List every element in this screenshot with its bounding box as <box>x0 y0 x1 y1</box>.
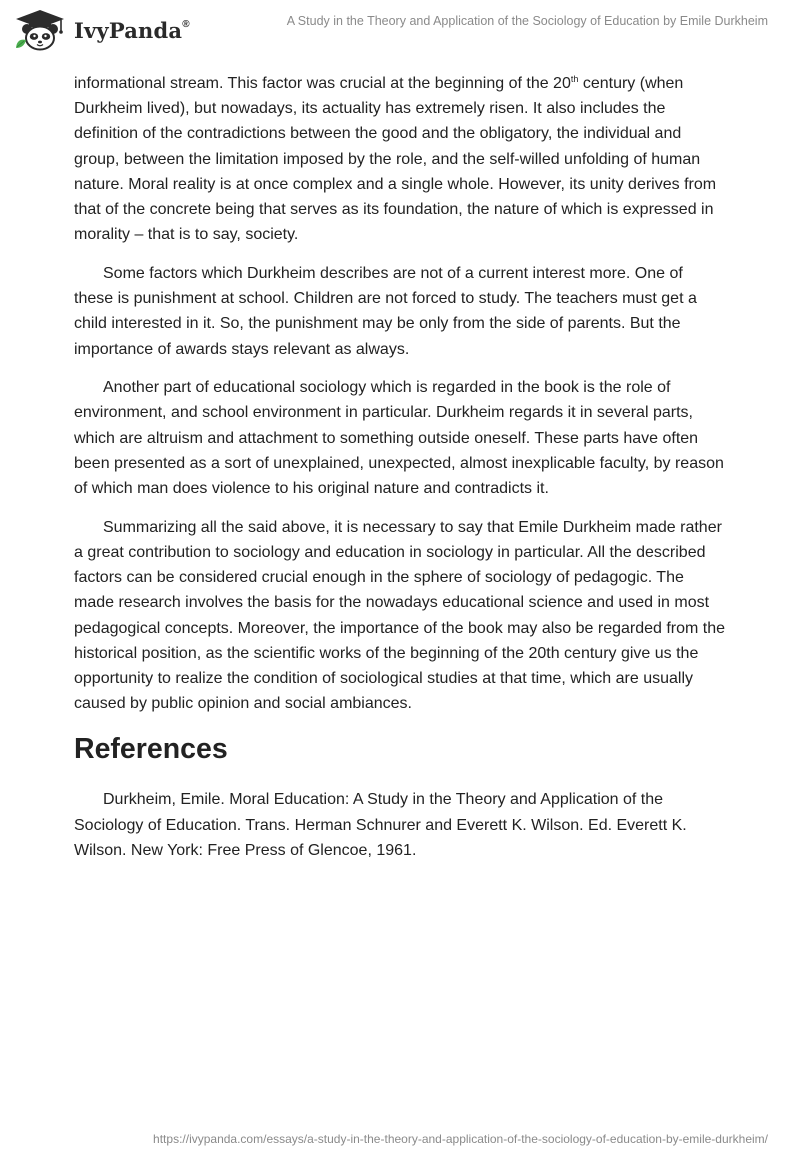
paragraph-2: Some factors which Durkheim describes are not of a current interest more. One of these is punishment at school. Children are not forced to study. The teachers must get a child interested in it. So, the punishment may be only from the side of parents. But the importance of awards stays relevant as always. <box>74 264 697 358</box>
registered-mark: ® <box>182 18 190 30</box>
document-title: A Study in the Theory and Application of the Sociology of Education by Emile Durkheim <box>286 14 768 28</box>
ivypanda-logo[interactable] <box>12 8 190 52</box>
source-url[interactable]: https://ivypanda.com/essays/a-study-in-the-theory-and-application-of-the-sociology-of-education-by-emile-durkheim/ <box>153 1132 768 1146</box>
superscript-th: th <box>570 74 579 84</box>
logo-text: IvyPanda® <box>74 17 190 43</box>
page-header <box>0 0 800 60</box>
panda-logo-icon <box>12 8 68 52</box>
reference-entry: Durkheim, Emile. Moral Education: A Study in the Theory and Application of the Sociology of Education. Trans. Herman Schnurer and Everett K. Wilson. Ed. Everett K. Wilson. New York: Free Press of Glencoe, 1961. <box>74 791 687 859</box>
paragraph-4: Summarizing all the said above, it is necessary to say that Emile Durkheim made rather a great contribution to sociology and education in sociology in particular. All the described factors can be considered crucial enough in the sphere of sociology of pedagogic. The made research involves the basis for the nowadays educational science and used in most pedagogical concepts. Moreover, the importance of the book may also be regarded from the historical position, as the scientific works of the beginning of the 20th century give us the opportunity to realize the condition of sociological studies at that time, which are usually caused by public opinion and social ambiances. <box>74 518 726 713</box>
paragraph-1: informational stream. This factor was crucial at the beginning of the 20th century (when Durkheim lived), but nowadays, its actuality has extremely risen. It also includes the definition of the contradictions between the good and the obligatory, the individual and group, between the limitation imposed by the role, and the self-willed unfolding of human nature. Moral reality is at once complex and a single whole. However, its unity derives from that of the concrete being that serves as its foundation, the nature of which is expressed in morality – that is to say, society. <box>74 74 717 244</box>
references-heading: References <box>74 733 228 766</box>
essay-content <box>74 71 726 876</box>
paragraph-3: Another part of educational sociology which is regarded in the book is the role of environment, and school environment in particular. Durkheim regards it in several parts, which are altruism and attachment to something outside oneself. These parts have often been presented as a sort of unexplained, unexpected, almost inexplicable faculty, by reason of which man does violence to his original nature and contradicts it. <box>74 379 724 498</box>
